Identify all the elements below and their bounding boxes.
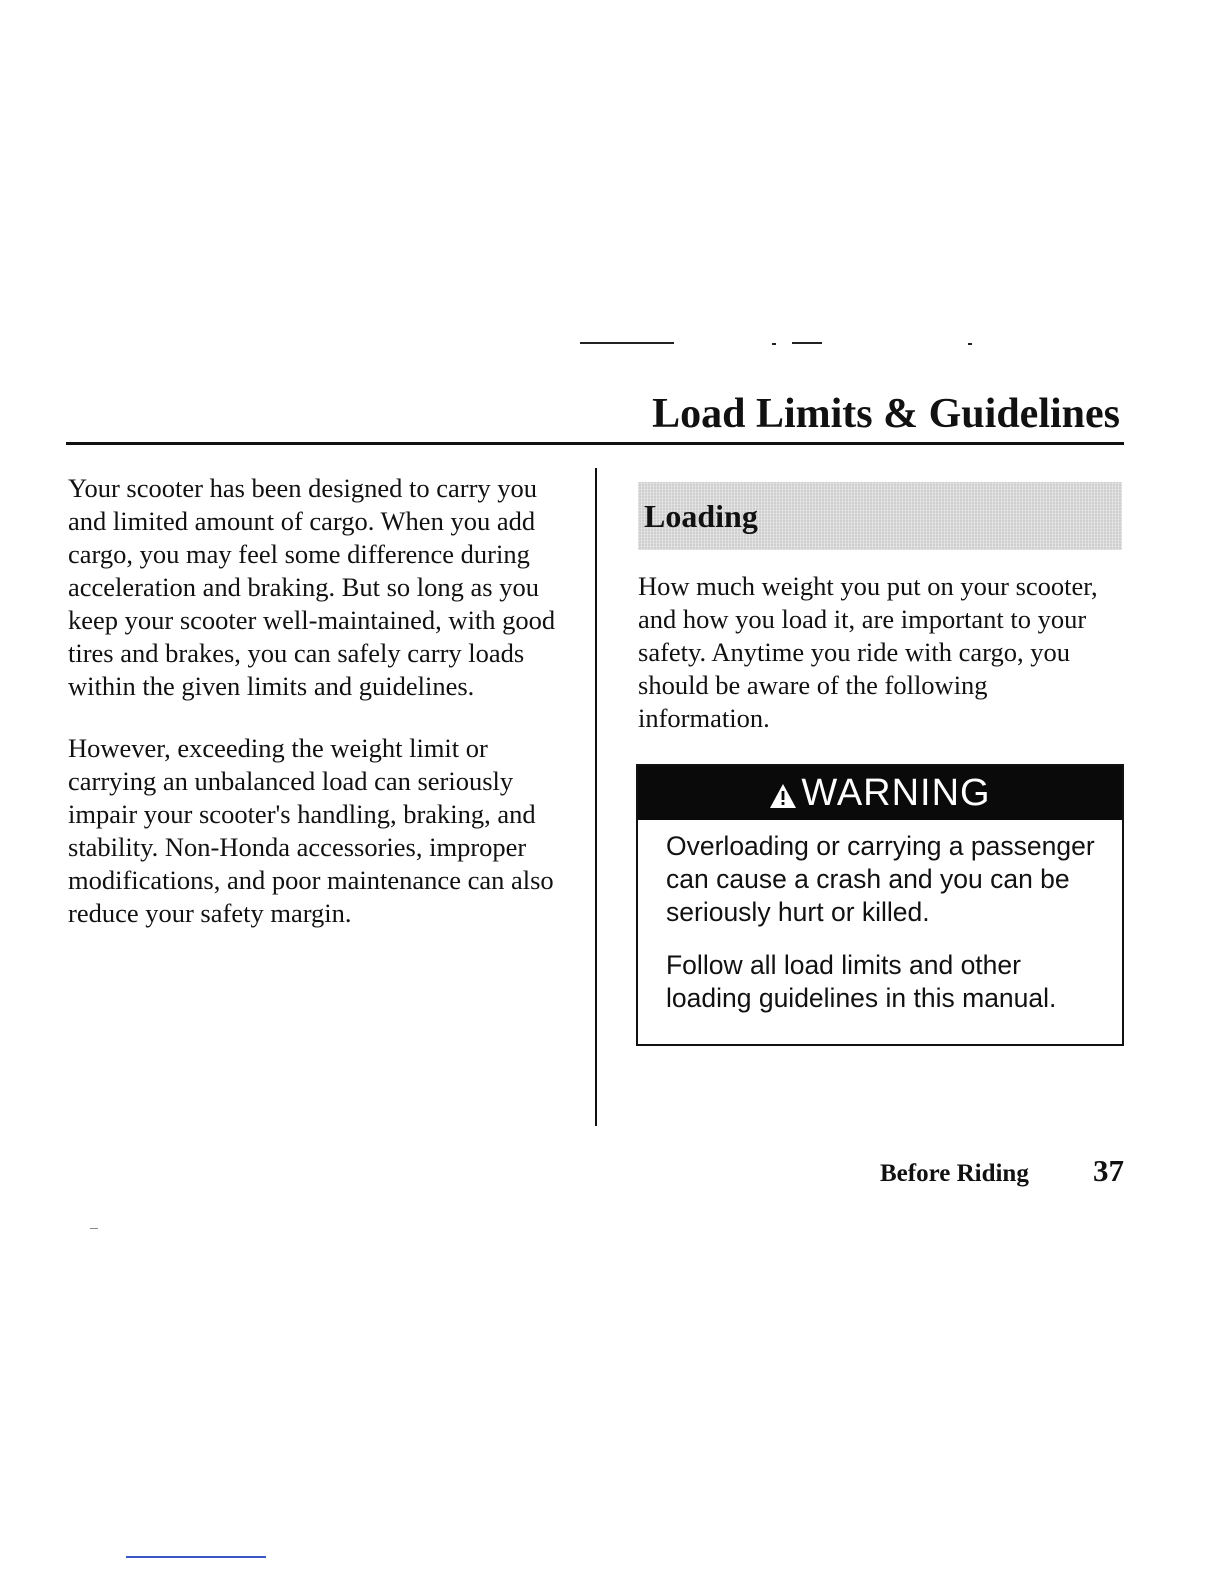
right-column — [638, 482, 1124, 735]
page-number: 37 — [1093, 1153, 1124, 1188]
section-heading: Loading — [644, 498, 758, 534]
warning-header — [638, 766, 1122, 820]
column-divider — [595, 468, 597, 1126]
scan-mark — [126, 1556, 266, 1558]
warning-body — [638, 820, 1122, 1015]
title-rule — [66, 442, 1124, 445]
warning-title: WARNING — [801, 771, 991, 814]
left-column — [68, 472, 568, 959]
warning-triangle-icon — [769, 783, 797, 809]
warning-paragraph: Overloading or carrying a passenger can cause a crash and you can be seriously hurt or killed. — [666, 831, 1095, 927]
body-paragraph: Your scooter has been designed to carry you and limited amount of cargo. When you add cargo, you may feel some difference during acceleration and braking. But so long as you keep your scooter well-maintained, with good tires and brakes, you can safely carry loads within the given limits and guidelines. — [68, 473, 556, 701]
scan-mark — [90, 1228, 98, 1229]
scan-mark — [968, 343, 972, 345]
scan-mark — [772, 343, 776, 345]
section-heading-band — [638, 482, 1122, 550]
scan-mark — [580, 342, 674, 344]
footer-section-name: Before Riding — [880, 1160, 1029, 1187]
body-paragraph: However, exceeding the weight limit or carrying an unbalanced load can seriously impair your scooter's handling, braking, and stability. Non-Honda accessories, improper modifications, and poor maintenance can also reduce your safety margin. — [68, 733, 554, 928]
warning-box — [636, 764, 1124, 1046]
page-title: Load Limits & Guidelines — [652, 391, 1120, 437]
body-paragraph: How much weight you put on your scooter, and how you load it, are important to your safety. Anytime you ride with cargo, you should be aware of the following information. — [638, 571, 1098, 733]
scan-mark — [792, 342, 822, 344]
warning-paragraph: Follow all load limits and other loading guidelines in this manual. — [666, 950, 1057, 1013]
